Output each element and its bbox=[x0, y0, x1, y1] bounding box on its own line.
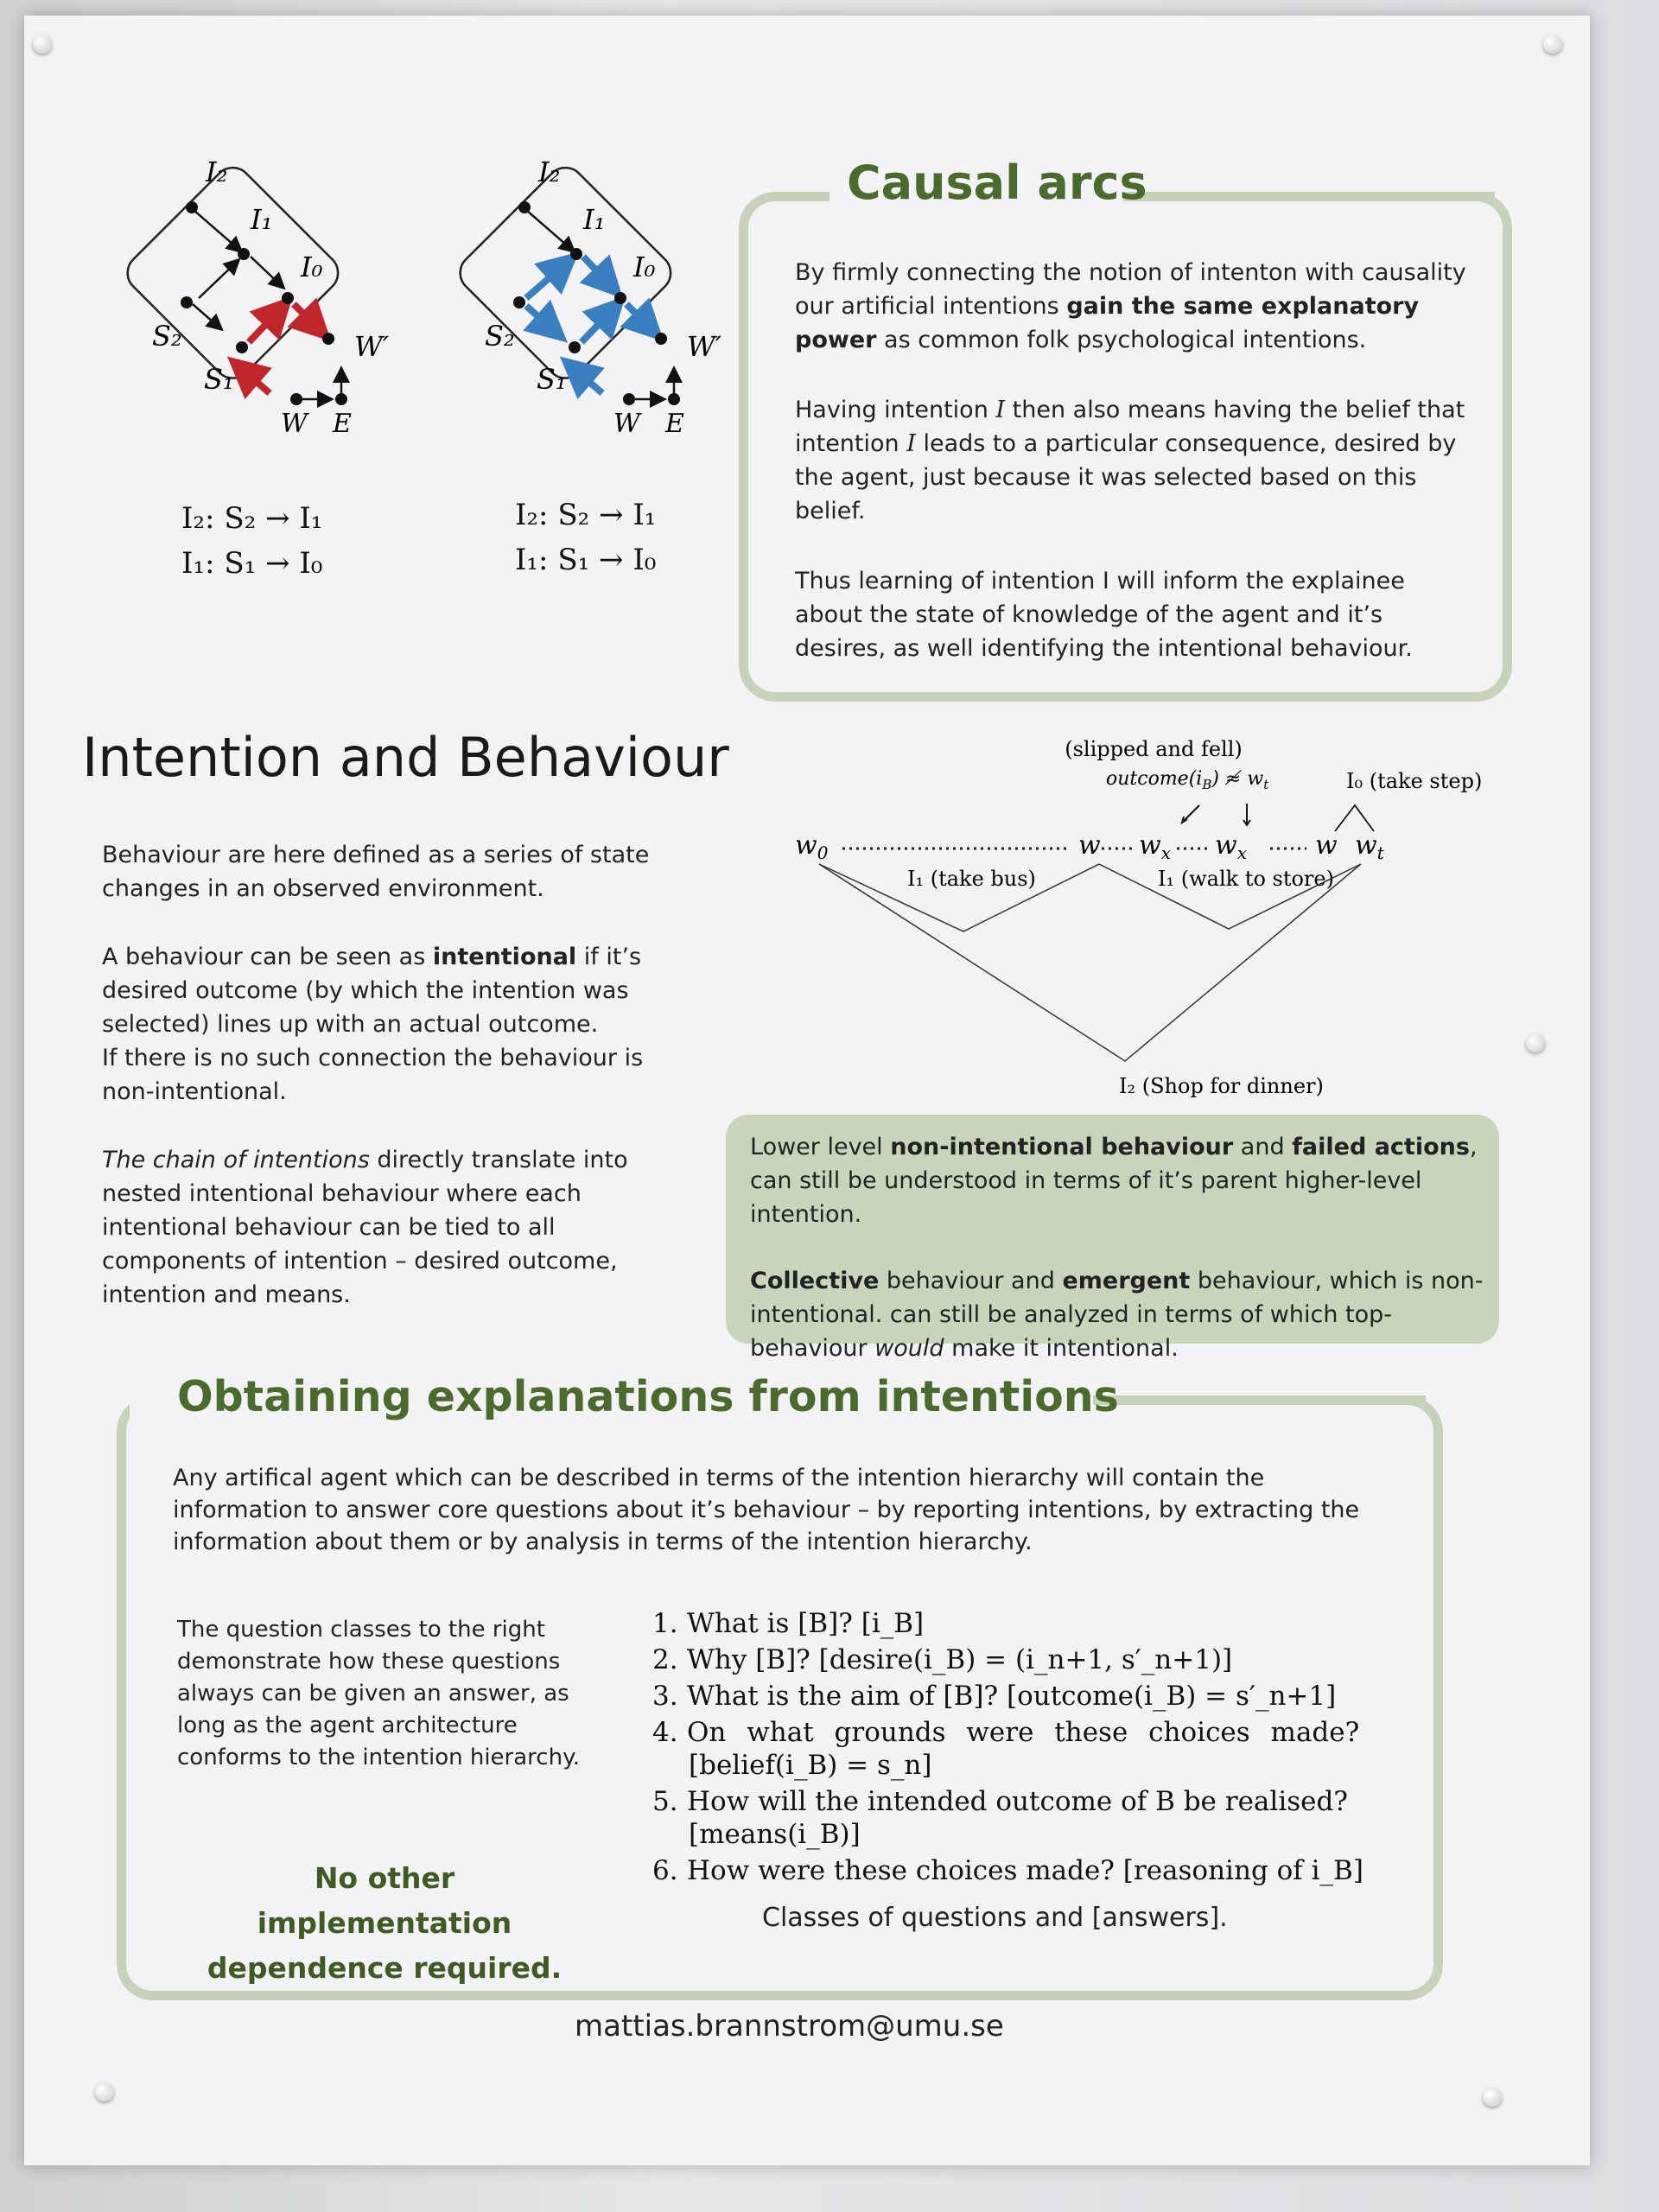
causal-arcs-body bbox=[795, 256, 1469, 665]
causal-arcs-paragraph-3: Thus learning of intention I will inform the explainee about the state of knowledge of the agent and it’s desires, as well identifying the intentional behaviour. bbox=[795, 568, 1413, 662]
question-item: 1. What is [B]? [i_B] bbox=[652, 1608, 925, 1639]
w0-label: $w_0$ bbox=[795, 830, 829, 863]
behaviour-paragraph-1: Behaviour are here defined as a series of state changes in an observed environment. bbox=[102, 842, 650, 902]
caption-line-2: I₁: S₁ → I₀ bbox=[181, 546, 323, 581]
pin-mid-right bbox=[1526, 1033, 1545, 1052]
causal-arcs-title: Causal arcs bbox=[847, 156, 1147, 210]
explanations-heading-bar bbox=[1097, 1395, 1426, 1404]
wt-label: $w_t$ bbox=[1355, 830, 1384, 863]
label-i1: I₁ bbox=[583, 203, 606, 236]
intention-diagram-left bbox=[104, 156, 415, 449]
i2-shop-label: I₂ (Shop for dinner) bbox=[1119, 1074, 1324, 1098]
causal-arcs-paragraph-2: Having intention I then also means having the belief that intention I leads to a particular consequence, desired by the agent, just because it was selected based on this belief. bbox=[795, 397, 1465, 524]
question-item: 4. On what grounds were these choices made? [belief(i_B) = s_n] bbox=[652, 1717, 1360, 1781]
intention-behaviour-body bbox=[102, 838, 655, 1312]
label-s1: S₁ bbox=[204, 363, 234, 396]
label-i2: I₂ bbox=[206, 156, 228, 188]
pin-top-left bbox=[33, 35, 52, 54]
causal-arcs-heading-bar bbox=[1132, 192, 1495, 200]
behaviour-timeline-diagram bbox=[778, 726, 1486, 1106]
behaviour-paragraph-3: The chain of intentions directly translate into nested intentional behaviour where each intentional behaviour can be tied to all components of intention – desired outcome, intention and means. bbox=[102, 1147, 628, 1308]
question-item: 2. Why [B]? [desire(i_B) = (i_n+1, s′_n+1)] bbox=[652, 1644, 1233, 1675]
no-other-implementation-note bbox=[194, 1856, 575, 1991]
caption-line-1: I₂: S₂ → I₁ bbox=[181, 501, 323, 536]
note-line-2: dependence required. bbox=[207, 1951, 563, 1985]
i1-take-bus-label: I₁ (take bus) bbox=[907, 867, 1036, 891]
highlight-box-text bbox=[750, 1130, 1484, 1365]
behaviour-paragraph-2b: If there is no such connection the behaviour is non-intentional. bbox=[102, 1045, 644, 1105]
note-line-1: No other implementation bbox=[257, 1861, 512, 1940]
intention-behaviour-title: Intention and Behaviour bbox=[82, 726, 729, 789]
label-i2: I₂ bbox=[538, 156, 561, 188]
caption-line-2: I₁: S₁ → I₀ bbox=[515, 543, 657, 577]
label-w: W bbox=[281, 409, 308, 439]
label-i0: I₀ bbox=[301, 251, 323, 283]
question-item: 3. What is the aim of [B]? [outcome(i_B) = s′_n+1] bbox=[652, 1681, 1337, 1712]
explanations-title: Obtaining explanations from intentions bbox=[177, 1372, 1119, 1421]
highlight-paragraph-2: Collective behaviour and emergent behaviour, which is non-intentional. can still be analyzed in terms of which top-behaviour would make it intentional. bbox=[750, 1268, 1484, 1362]
label-s2: S₂ bbox=[152, 320, 182, 353]
wx-label-2: $w_x$ bbox=[1215, 830, 1247, 863]
outcome-label: $outcome(i_B)$ ≉ $w_t$ bbox=[1106, 768, 1269, 792]
question-item: 5. How will the intended outcome of B be realised? [means(i_B)] bbox=[652, 1786, 1348, 1850]
question-list bbox=[652, 1607, 1387, 1891]
questions-caption: Classes of questions and [answers]. bbox=[762, 1903, 1228, 1933]
label-e: E bbox=[665, 409, 684, 439]
w-label: w bbox=[1078, 830, 1101, 861]
question-item: 6. How were these choices made? [reasoning of i_B] bbox=[652, 1855, 1363, 1886]
contact-email: mattias.brannstrom@umu.se bbox=[575, 2009, 1004, 2044]
behaviour-paragraph-2: A behaviour can be seen as intentional if it’s desired outcome (by which the intention was selected) lines up with an actual outcome. bbox=[102, 944, 642, 1038]
pin-top-right bbox=[1543, 35, 1562, 54]
label-wprime: W′ bbox=[687, 330, 722, 363]
left-diagram-caption bbox=[181, 496, 441, 586]
explanations-left-text: The question classes to the right demonstrate how these questions always can be given an answer, as long as the agent architecture conforms to the intention hierarchy. bbox=[177, 1617, 581, 1770]
w-label-2: w bbox=[1315, 830, 1338, 861]
pin-bottom-right bbox=[1483, 2088, 1502, 2107]
i1-walk-label: I₁ (walk to store) bbox=[1158, 867, 1334, 891]
intention-diagram-right bbox=[436, 156, 747, 449]
explanations-intro: Any artifical agent which can be described in terms of the intention hierarchy will contain the information to answer core questions about it’s behaviour – by reporting intentions, by extracting the information about them or by analysis in terms of the intention hierarchy. bbox=[173, 1465, 1360, 1555]
label-i1: I₁ bbox=[251, 203, 273, 236]
label-s1: S₁ bbox=[537, 363, 567, 396]
slipped-label: (slipped and fell) bbox=[1065, 737, 1243, 761]
pin-bottom-left bbox=[95, 2082, 114, 2101]
wx-label-1: $w_x$ bbox=[1139, 830, 1171, 863]
label-w: W bbox=[613, 409, 640, 439]
label-e: E bbox=[333, 409, 352, 439]
label-i0: I₀ bbox=[633, 251, 656, 283]
i0-take-step-label: I₀ (take step) bbox=[1346, 769, 1483, 793]
label-wprime: W′ bbox=[354, 330, 390, 363]
caption-line-1: I₂: S₂ → I₁ bbox=[515, 498, 657, 532]
highlight-paragraph-1: Lower level non-intentional behaviour and failed actions, can still be understood in terms of it’s parent higher-level intention. bbox=[750, 1134, 1478, 1228]
right-diagram-caption bbox=[515, 493, 774, 582]
causal-arcs-paragraph-1: By firmly connecting the notion of intenton with causality our artificial intentions gain the same explanatory power as common folk psychological intentions. bbox=[795, 259, 1466, 353]
label-s2: S₂ bbox=[485, 320, 515, 353]
